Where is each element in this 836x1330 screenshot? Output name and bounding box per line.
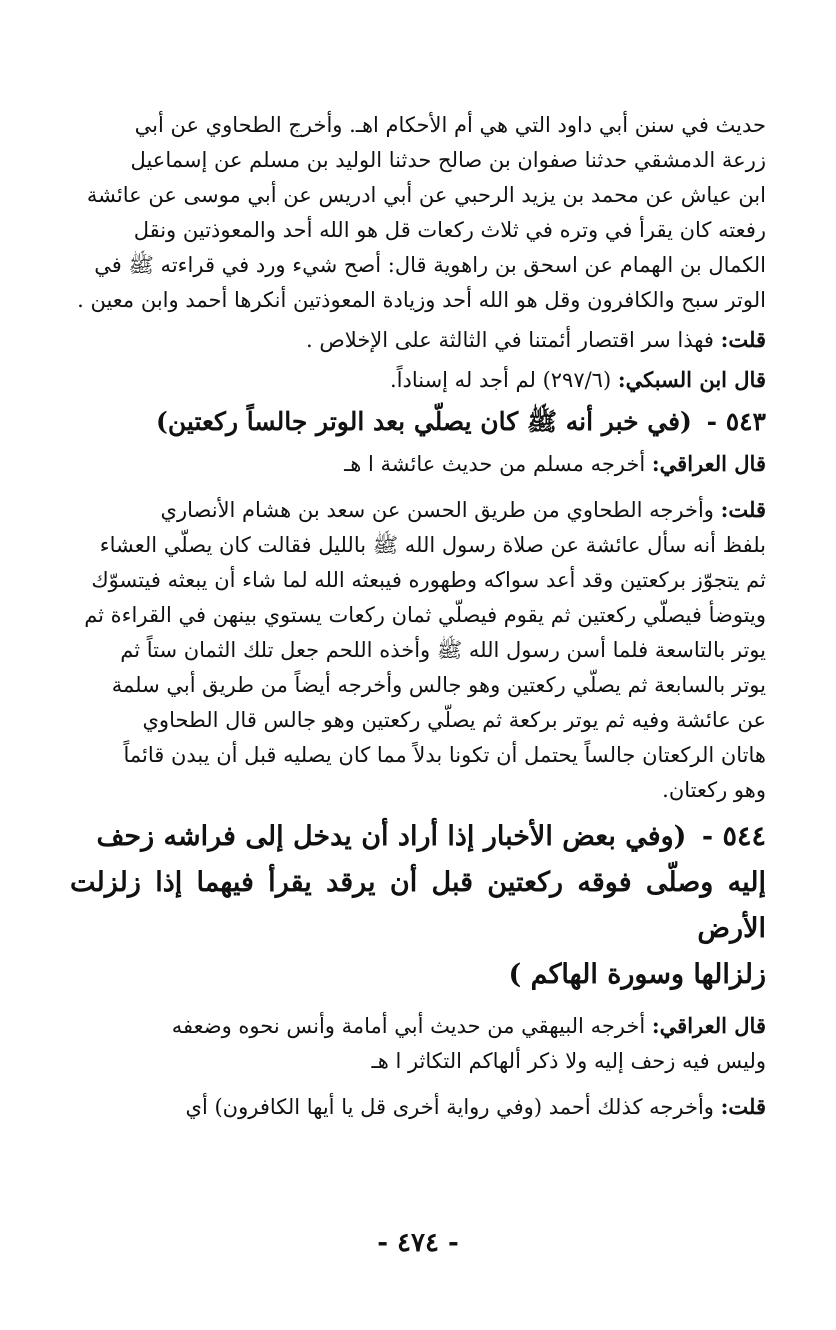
text-line: هاتان الركعتان جالساً يحتمل أن تكونا بدلاً مما كان يصليه قبل أن يبدن قائماً: [123, 743, 766, 767]
paragraph-subki: [70, 362, 766, 398]
hadith-number: ٥٤٣ -: [706, 407, 766, 436]
comment-text: فهذا سر اقتصار أئمتنا في الثالثة على الإخلاص .: [306, 328, 714, 352]
hadith-text: (في خبر أنه ﷺ كان يصلّي بعد الوتر جالساً ركعتين): [156, 407, 692, 436]
text-line: الوتر سبح والكافرون وقل هو الله أحد وزيادة المعوذتين أنكرها أحمد وابن معين .: [77, 288, 766, 312]
paragraph-bayhaqi: [70, 1008, 766, 1079]
text-line: ثم يتجوّز بركعتين وقد أعد سواكه وطهوره فيبعثه الله لما شاء أن يبعثه فيتسوّك: [91, 568, 766, 592]
text-line: ويتوضأ فيصلّي ركعتين ثم يقوم فيصلّي ثمان ركعات يستوي بينهن في القراءة ثم: [84, 603, 766, 627]
text-line: بلفظ أنه سأل عائشة عن صلاة رسول الله ﷺ بالليل فقالت كان يصلّي العشاء: [99, 533, 766, 557]
text-line: [70, 492, 766, 528]
speaker-label: قلت:: [720, 497, 766, 522]
text-line: وهو ركعتان.: [662, 778, 766, 802]
hadith-text: (وفي بعض الأخبار إذا أراد أن يدخل إلى فراشه زحف: [96, 821, 687, 852]
text-line: زرعة الدمشقي حدثنا صفوان بن صالح حدثنا الوليد بن مسلم عن إسماعيل: [130, 148, 766, 172]
speaker-label: قال العراقي:: [651, 1013, 766, 1038]
text-line: الكمال بن الهمام عن اسحق بن راهوية قال: أصح شيء ورد في قراءته ﷺ في: [94, 253, 766, 277]
iraqi-text: أخرجه مسلم من حديث عائشة ا هـ: [344, 452, 646, 476]
text-line: عن عائشة وفيه ثم يوتر بركعة ثم يصلّي ركعتين وهو جالس قال الطحاوي: [142, 708, 766, 732]
hadith-line: زلزالها وسورة الهاكم ): [508, 959, 766, 990]
text-line: وليس فيه زحف إليه ولا ذكر ألهاكم التكاثر ا هـ: [371, 1049, 766, 1073]
paragraph-ahmad: [70, 1089, 766, 1125]
ahmad-text: وأخرجه كذلك أحمد (وفي رواية أخرى قل يا أيها الكافرون) أي: [185, 1095, 714, 1119]
subki-text: (٢٩٧/٦) لم أجد له إسناداً.: [389, 368, 612, 392]
text-line: [70, 1008, 766, 1044]
speaker-label: قال العراقي:: [651, 451, 766, 476]
text-segment: وأخرجه الطحاوي من طريق الحسن عن سعد بن هشام الأنصاري: [160, 498, 714, 522]
speaker-label: قال ابن السبكي:: [617, 367, 766, 392]
text-line: ابن عياش عن محمد بن يزيد الرحبي عن أبي ادريس عن أبي موسى عن عائشة: [86, 183, 766, 207]
hadith-line: إليه وصلّى فوقه ركعتين قبل أن يرقد يقرأ فيهما إذا زلزلت الأرض: [70, 867, 766, 944]
hadith-heading-544: [70, 814, 766, 998]
text-line: حديث في سنن أبي داود التي هي أم الأحكام اهـ. وأخرج الطحاوي عن أبي: [134, 113, 766, 137]
hadith-heading-543: [70, 402, 766, 442]
text-segment: أخرجه البيهقي من حديث أبي أمامة وأنس نحوه وضعفه: [171, 1014, 646, 1038]
hadith-line: [70, 814, 766, 860]
paragraph-intro: [70, 108, 766, 318]
page-number: - ٤٧٤ -: [377, 1228, 459, 1258]
text-line: يوتر بالسابعة ثم يصلّي ركعتين وهو جالس وأخرجه أيضاً من طريق أبي سلمة: [111, 673, 766, 697]
text-line: يوتر بالتاسعة فلما أسن رسول الله ﷺ وأخذه اللحم جعل تلك الثمان ستاً ثم: [120, 638, 766, 662]
hadith-number: ٥٤٤ -: [701, 821, 766, 852]
text-line: رفعته كان يقرأ في وتره في ثلاث ركعات قل هو الله أحد والمعوذتين ونقل: [133, 218, 766, 242]
paragraph-iraqi: [70, 446, 766, 482]
paragraph-comment: [70, 322, 766, 358]
speaker-label: قلت:: [720, 1094, 766, 1119]
speaker-label: قلت:: [720, 327, 766, 352]
paragraph-tahawi: [70, 492, 766, 808]
